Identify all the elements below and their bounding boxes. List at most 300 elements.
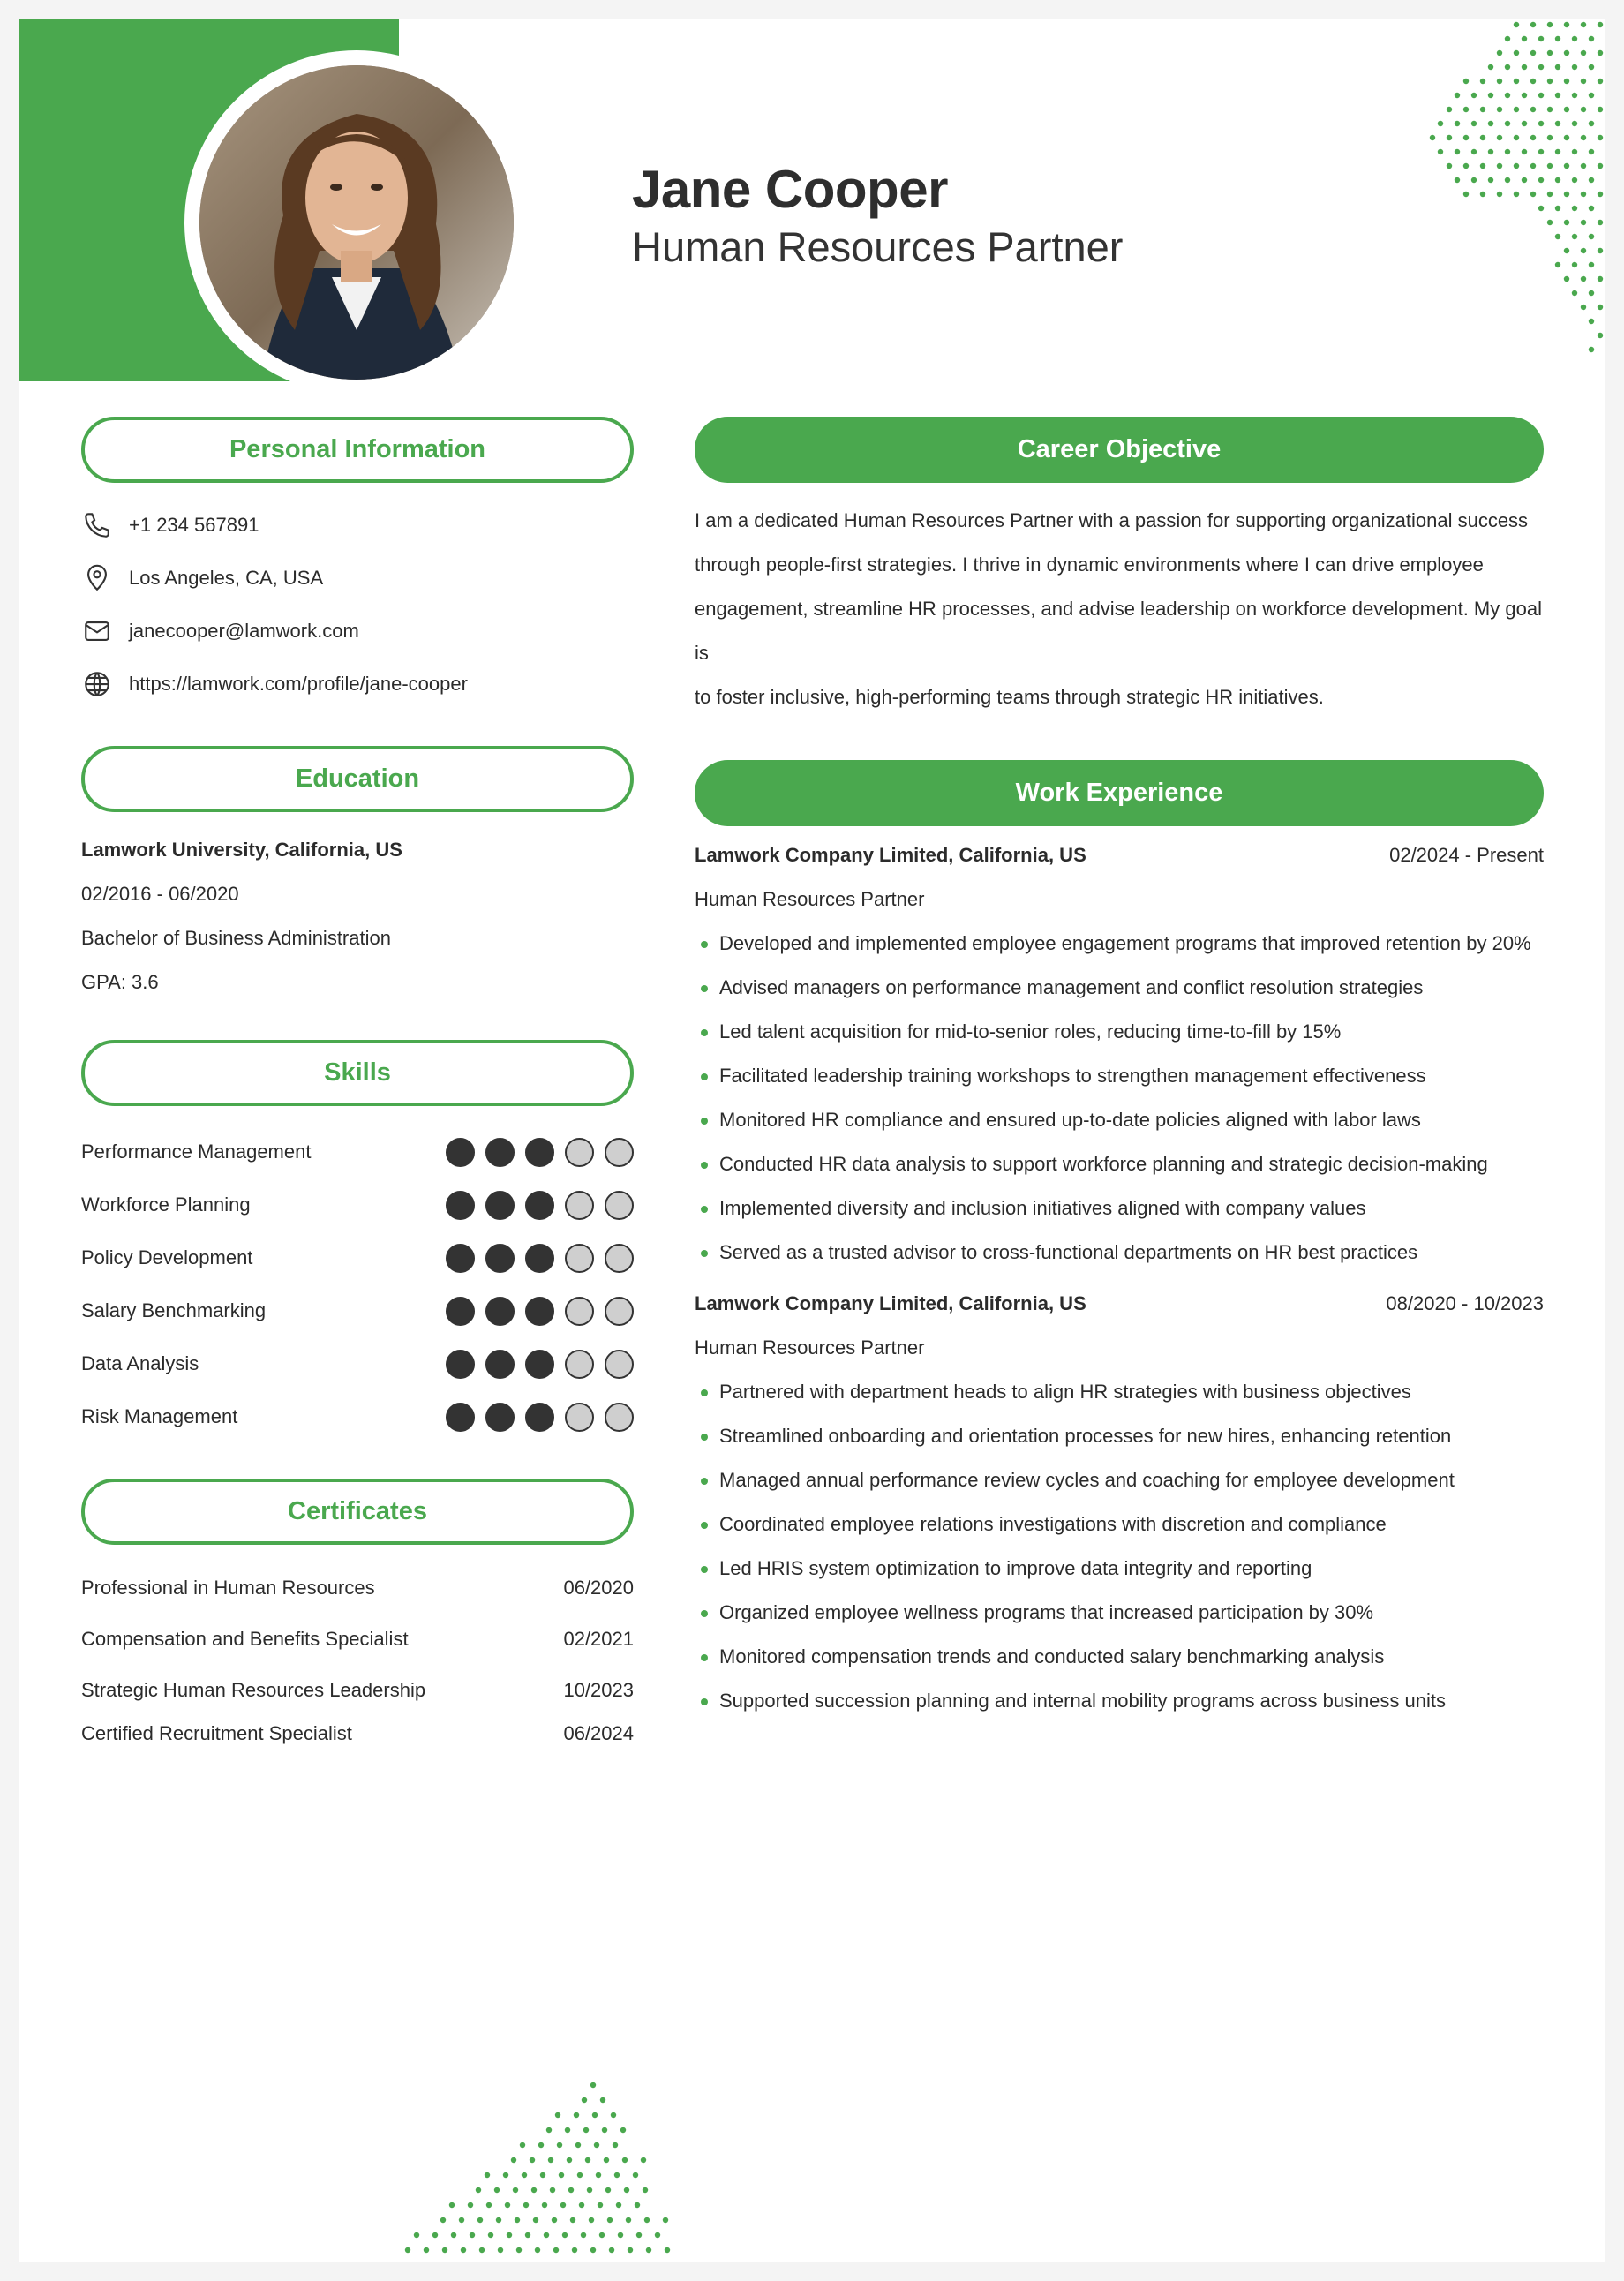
decorative-dot xyxy=(585,2157,590,2163)
decorative-dot xyxy=(583,2127,589,2133)
decorative-dot xyxy=(562,2232,568,2238)
contact-list xyxy=(81,499,634,711)
job-entry xyxy=(695,833,1544,1275)
decorative-dot xyxy=(1581,50,1586,56)
rating-dot-empty xyxy=(565,1403,594,1432)
education-entry xyxy=(81,828,634,1005)
right-column xyxy=(695,417,1544,1723)
decorative-dot xyxy=(1547,163,1553,169)
decorative-dot xyxy=(1555,177,1560,183)
decorative-dot xyxy=(1463,163,1469,169)
decorative-dot xyxy=(1589,121,1594,126)
candidate-name: Jane Cooper xyxy=(632,160,948,219)
decorative-dot xyxy=(494,2187,500,2193)
rating-dot-filled xyxy=(525,1297,554,1326)
decorative-dot xyxy=(1514,79,1519,84)
decorative-dot xyxy=(643,2187,648,2193)
job-bullet: Led talent acquisition for mid-to-senior roles, reducing time-to-fill by 15% xyxy=(695,1010,1544,1054)
decorative-dot xyxy=(1538,121,1544,126)
job-bullet: Monitored compensation trends and conducted salary benchmarking analysis xyxy=(695,1635,1544,1679)
decorative-dot xyxy=(1547,220,1553,225)
decorative-dot xyxy=(1581,192,1586,197)
decorative-dot xyxy=(1497,192,1502,197)
rating-dot-filled xyxy=(525,1350,554,1379)
decorative-dot xyxy=(548,2157,553,2163)
decorative-dot xyxy=(1514,50,1519,56)
decorative-dot xyxy=(592,2112,598,2118)
job-bullet: Developed and implemented employee engagement programs that improved retention by 20% xyxy=(695,922,1544,966)
decorative-dot xyxy=(622,2157,628,2163)
decorative-dot xyxy=(1455,121,1460,126)
decorative-dot xyxy=(567,2157,572,2163)
job-bullet: Monitored HR compliance and ensured up-to-date policies aligned with labor laws xyxy=(695,1098,1544,1142)
decorative-dot xyxy=(1505,121,1510,126)
decorative-dot xyxy=(1447,107,1452,112)
decorative-dot xyxy=(1547,79,1553,84)
education-school: Lamwork University, California, US xyxy=(81,839,402,861)
job-bullets xyxy=(695,1370,1544,1723)
decorative-dot xyxy=(511,2157,516,2163)
decorative-dot xyxy=(1581,276,1586,282)
decorative-dot xyxy=(614,2172,620,2178)
decorative-dot xyxy=(1471,177,1477,183)
phone-icon xyxy=(81,509,113,541)
decorative-dot xyxy=(1471,149,1477,154)
decorative-dot xyxy=(1564,107,1569,112)
decorative-dot xyxy=(1547,107,1553,112)
decorative-dot xyxy=(600,2097,605,2103)
decorative-dot xyxy=(1505,64,1510,70)
decorative-dot xyxy=(581,2232,586,2238)
decorative-dot xyxy=(1589,206,1594,211)
rating-dot-empty xyxy=(605,1244,634,1273)
decorative-dot xyxy=(1538,206,1544,211)
rating-dot-empty xyxy=(565,1297,594,1326)
personal-information-heading: Personal Information xyxy=(81,417,634,483)
decorative-dot xyxy=(1522,93,1527,98)
rating-dot-filled xyxy=(446,1244,475,1273)
decorative-dot xyxy=(530,2157,535,2163)
decorative-dot xyxy=(665,2247,670,2253)
decorative-dot xyxy=(496,2217,501,2223)
decorative-dot xyxy=(525,2232,530,2238)
envelope-icon xyxy=(81,615,113,647)
skill-rating xyxy=(446,1403,634,1432)
job-bullet: Conducted HR data analysis to support workforce planning and strategic decision-making xyxy=(695,1142,1544,1186)
work-experience-list xyxy=(695,833,1544,1723)
decorative-dot xyxy=(552,2217,557,2223)
globe-icon xyxy=(81,668,113,700)
decorative-dot xyxy=(1505,177,1510,183)
rating-dot-empty xyxy=(565,1350,594,1379)
decorative-dot xyxy=(1564,22,1569,27)
skill-rating xyxy=(446,1297,634,1326)
job-dates: 08/2020 - 10/2023 xyxy=(1386,1292,1544,1314)
decorative-dot xyxy=(1471,93,1477,98)
job-bullet: Supported succession planning and internal mobility programs across business units xyxy=(695,1679,1544,1723)
candidate-role: Human Resources Partner xyxy=(632,223,1124,270)
rating-dot-filled xyxy=(525,1244,554,1273)
decorative-dot xyxy=(459,2217,464,2223)
decorative-dot xyxy=(1538,36,1544,41)
decorative-dot xyxy=(540,2172,545,2178)
rating-dot-empty xyxy=(565,1138,594,1167)
decorative-dot xyxy=(1581,79,1586,84)
certificate-row xyxy=(81,1614,634,1665)
objective-line: engagement, streamline HR processes, and advise leadership on workforce development. My goal is xyxy=(695,598,1542,664)
decorative-dot xyxy=(1572,262,1577,267)
decorative-dot xyxy=(626,2217,631,2223)
decorative-dot xyxy=(590,2082,596,2088)
decorative-dot xyxy=(613,2142,618,2148)
decorative-dot xyxy=(635,2202,640,2208)
decorative-dot xyxy=(1555,149,1560,154)
certificates-list xyxy=(81,1562,634,1751)
decorative-dot xyxy=(602,2127,607,2133)
skill-rating xyxy=(446,1350,634,1379)
decorative-dot xyxy=(538,2142,544,2148)
skill-row xyxy=(81,1178,634,1231)
certificate-row xyxy=(81,1562,634,1614)
contact-email-text[interactable]: janecooper@lamwork.com xyxy=(129,620,359,642)
decorative-dot xyxy=(1505,149,1510,154)
profile-photo xyxy=(199,65,514,380)
decorative-dot xyxy=(1598,305,1603,310)
decorative-dot xyxy=(1480,107,1485,112)
decorative-dot xyxy=(1564,276,1569,282)
decorative-dot xyxy=(449,2202,455,2208)
decorative-dot xyxy=(1488,121,1493,126)
decorative-dot xyxy=(587,2187,592,2193)
decorative-dot xyxy=(1480,135,1485,140)
rating-dot-filled xyxy=(446,1138,475,1167)
decorative-dot xyxy=(1522,149,1527,154)
decorative-dot xyxy=(644,2217,650,2223)
decorative-dot xyxy=(503,2172,508,2178)
decorative-dot xyxy=(1480,79,1485,84)
decorative-dot xyxy=(461,2247,466,2253)
decorative-dot xyxy=(1522,121,1527,126)
decorative-dot xyxy=(535,2247,540,2253)
decorative-dot xyxy=(646,2247,651,2253)
rating-dot-filled xyxy=(485,1403,515,1432)
location-pin-icon xyxy=(81,562,113,594)
decorative-dot xyxy=(1438,149,1443,154)
decorative-dot xyxy=(1589,64,1594,70)
decorative-dot xyxy=(1538,93,1544,98)
decorative-dot xyxy=(1522,64,1527,70)
decorative-dot xyxy=(1430,135,1435,140)
decorative-dot xyxy=(655,2232,660,2238)
decorative-dot xyxy=(1547,192,1553,197)
rating-dot-empty xyxy=(605,1191,634,1220)
decorative-dot xyxy=(1564,220,1569,225)
decorative-dot xyxy=(488,2232,493,2238)
decorative-dot xyxy=(1514,22,1519,27)
skill-name: Salary Benchmarking xyxy=(81,1299,267,1321)
contact-location-text: Los Angeles, CA, USA xyxy=(129,567,324,589)
rating-dot-filled xyxy=(446,1297,475,1326)
contact-website-link[interactable]: https://lamwork.com/profile/jane-cooper xyxy=(129,673,468,695)
decorative-dot xyxy=(442,2247,447,2253)
job-bullet: Facilitated leadership training workshops to strengthen management effectiveness xyxy=(695,1054,1544,1098)
decorative-dot xyxy=(577,2172,583,2178)
decorative-dot xyxy=(1497,135,1502,140)
career-objective-heading: Career Objective xyxy=(695,417,1544,483)
decorative-dot xyxy=(1589,234,1594,239)
decorative-dot xyxy=(1564,79,1569,84)
decorative-dot xyxy=(516,2247,522,2253)
decorative-dot xyxy=(1581,220,1586,225)
decorative-dot xyxy=(505,2202,510,2208)
decorative-dot xyxy=(1598,135,1603,140)
skill-row xyxy=(81,1390,634,1443)
decorative-dot xyxy=(507,2232,512,2238)
decorative-dot xyxy=(1598,22,1603,27)
decorative-dot xyxy=(1598,50,1603,56)
objective-line: through people-first strategies. I thrive in dynamic environments where I can drive employee xyxy=(695,553,1484,576)
job-company: Lamwork Company Limited, California, US xyxy=(695,844,1086,866)
decorative-dot xyxy=(531,2187,537,2193)
decorative-dot xyxy=(598,2202,603,2208)
decorative-dot-pattern-top xyxy=(1343,19,1605,355)
rating-dot-filled xyxy=(485,1244,515,1273)
decorative-dot xyxy=(1514,107,1519,112)
job-header xyxy=(695,1282,1544,1326)
rating-dot-filled xyxy=(485,1138,515,1167)
decorative-dot xyxy=(533,2217,538,2223)
decorative-dot xyxy=(523,2202,529,2208)
objective-line: I am a dedicated Human Resources Partner with a passion for supporting organizational success xyxy=(695,509,1529,531)
education-gpa: GPA: 3.6 xyxy=(81,971,159,993)
contact-phone-text[interactable]: +1 234 567891 xyxy=(129,514,259,536)
career-objective-text xyxy=(695,499,1544,719)
decorative-dot xyxy=(1538,177,1544,183)
decorative-dot xyxy=(485,2172,490,2178)
job-bullet: Advised managers on performance management and conflict resolution strategies xyxy=(695,966,1544,1010)
certificate-date: 06/2024 xyxy=(563,1722,634,1744)
job-entry xyxy=(695,1282,1544,1723)
rating-dot-filled xyxy=(446,1191,475,1220)
decorative-dot xyxy=(641,2157,646,2163)
decorative-dot xyxy=(1581,22,1586,27)
decorative-dot xyxy=(1455,149,1460,154)
decorative-dot xyxy=(1447,163,1452,169)
decorative-dot xyxy=(405,2247,410,2253)
decorative-dot xyxy=(616,2202,621,2208)
decorative-dot xyxy=(1564,248,1569,253)
decorative-dot xyxy=(440,2217,446,2223)
education-dates: 02/2016 - 06/2020 xyxy=(81,883,239,905)
job-bullet: Implemented diversity and inclusion initiatives aligned with company values xyxy=(695,1186,1544,1231)
decorative-dot xyxy=(498,2247,503,2253)
decorative-dot xyxy=(468,2202,473,2208)
decorative-dot xyxy=(477,2217,483,2223)
decorative-dot xyxy=(1598,220,1603,225)
decorative-dot xyxy=(624,2187,629,2193)
contact-website xyxy=(81,658,634,711)
decorative-dot xyxy=(633,2172,638,2178)
decorative-dot xyxy=(555,2112,560,2118)
decorative-dot xyxy=(604,2157,609,2163)
decorative-dot xyxy=(1581,135,1586,140)
decorative-dot xyxy=(414,2232,419,2238)
contact-location xyxy=(81,552,634,605)
job-company: Lamwork Company Limited, California, US xyxy=(695,1292,1086,1314)
decorative-dot xyxy=(663,2217,668,2223)
decorative-dot xyxy=(1488,93,1493,98)
decorative-dot xyxy=(1455,93,1460,98)
rating-dot-filled xyxy=(525,1138,554,1167)
decorative-dot xyxy=(565,2127,570,2133)
decorative-dot xyxy=(582,2097,587,2103)
decorative-dot xyxy=(1538,149,1544,154)
skill-rating xyxy=(446,1138,634,1167)
decorative-dot xyxy=(618,2232,623,2238)
decorative-dot xyxy=(1555,36,1560,41)
decorative-dot xyxy=(1480,163,1485,169)
certificate-name: Certified Recruitment Specialist xyxy=(81,1722,352,1744)
decorative-dot xyxy=(1564,192,1569,197)
decorative-dot xyxy=(611,2112,616,2118)
decorative-dot xyxy=(1488,177,1493,183)
decorative-dot xyxy=(1564,135,1569,140)
decorative-dot xyxy=(1497,79,1502,84)
decorative-dot xyxy=(1547,22,1553,27)
decorative-dot xyxy=(542,2202,547,2208)
skill-name: Performance Management xyxy=(81,1140,312,1163)
certificate-row xyxy=(81,1665,634,1716)
work-experience-heading: Work Experience xyxy=(695,760,1544,826)
decorative-dot xyxy=(470,2232,475,2238)
decorative-dot xyxy=(1480,192,1485,197)
decorative-dot xyxy=(1547,135,1553,140)
decorative-dot xyxy=(1572,64,1577,70)
decorative-dot xyxy=(557,2142,562,2148)
decorative-dot xyxy=(574,2112,579,2118)
decorative-dot xyxy=(1514,135,1519,140)
certificates-heading: Certificates xyxy=(81,1479,634,1545)
certificate-row xyxy=(81,1716,634,1751)
decorative-dot xyxy=(590,2247,596,2253)
decorative-dot xyxy=(628,2247,633,2253)
decorative-dot xyxy=(1555,206,1560,211)
decorative-dot xyxy=(589,2217,594,2223)
decorative-dot xyxy=(575,2142,581,2148)
decorative-dot xyxy=(1589,93,1594,98)
skills-list xyxy=(81,1125,634,1443)
decorative-dot xyxy=(1471,121,1477,126)
skill-row xyxy=(81,1231,634,1284)
rating-dot-empty xyxy=(605,1350,634,1379)
decorative-dot xyxy=(424,2247,429,2253)
decorative-dot xyxy=(607,2217,613,2223)
decorative-dot xyxy=(1555,93,1560,98)
decorative-dot xyxy=(513,2187,518,2193)
certificate-date: 02/2021 xyxy=(563,1628,634,1650)
job-bullet: Organized employee wellness programs that increased participation by 30% xyxy=(695,1591,1544,1635)
decorative-dot xyxy=(1522,36,1527,41)
decorative-dot xyxy=(609,2247,614,2253)
job-title: Human Resources Partner xyxy=(695,1336,925,1359)
decorative-dot xyxy=(1572,290,1577,296)
decorative-dot xyxy=(1530,79,1536,84)
decorative-dot xyxy=(1530,163,1536,169)
decorative-dot xyxy=(1497,163,1502,169)
decorative-dot xyxy=(1564,50,1569,56)
decorative-dot xyxy=(594,2142,599,2148)
skill-name: Policy Development xyxy=(81,1246,253,1268)
decorative-dot xyxy=(1581,163,1586,169)
decorative-dot xyxy=(546,2127,552,2133)
decorative-dot xyxy=(1530,107,1536,112)
decorative-dot xyxy=(1589,177,1594,183)
rating-dot-filled xyxy=(525,1191,554,1220)
decorative-dot xyxy=(579,2202,584,2208)
decorative-dot xyxy=(522,2172,527,2178)
decorative-dot-pattern-bottom xyxy=(275,2076,717,2262)
decorative-dot xyxy=(486,2202,492,2208)
decorative-dot xyxy=(1555,234,1560,239)
job-bullet: Streamlined onboarding and orientation processes for new hires, enhancing retention xyxy=(695,1414,1544,1458)
decorative-dot xyxy=(1598,192,1603,197)
decorative-dot xyxy=(1572,234,1577,239)
job-bullet: Partnered with department heads to align HR strategies with business objectives xyxy=(695,1370,1544,1414)
decorative-dot xyxy=(550,2187,555,2193)
decorative-dot xyxy=(1547,50,1553,56)
skill-row xyxy=(81,1284,634,1337)
job-title: Human Resources Partner xyxy=(695,888,925,910)
decorative-dot xyxy=(1463,79,1469,84)
decorative-dot xyxy=(1438,121,1443,126)
decorative-dot xyxy=(1589,347,1594,352)
decorative-dot xyxy=(1572,93,1577,98)
skill-name: Data Analysis xyxy=(81,1352,199,1374)
left-column xyxy=(81,417,634,1751)
decorative-dot xyxy=(1589,262,1594,267)
contact-phone xyxy=(81,499,634,552)
decorative-dot xyxy=(1581,107,1586,112)
decorative-dot xyxy=(1589,149,1594,154)
decorative-dot xyxy=(1447,135,1452,140)
decorative-dot xyxy=(1572,149,1577,154)
decorative-dot xyxy=(1572,121,1577,126)
decorative-dot xyxy=(1598,107,1603,112)
job-header xyxy=(695,833,1544,877)
rating-dot-filled xyxy=(446,1350,475,1379)
resume-page xyxy=(19,19,1605,2262)
objective-line: to foster inclusive, high-performing teams through strategic HR initiatives. xyxy=(695,686,1324,708)
decorative-dot xyxy=(1581,305,1586,310)
decorative-dot xyxy=(1530,192,1536,197)
decorative-dot xyxy=(1530,135,1536,140)
rating-dot-filled xyxy=(485,1350,515,1379)
decorative-dot xyxy=(1555,121,1560,126)
decorative-dot xyxy=(520,2142,525,2148)
skill-row xyxy=(81,1337,634,1390)
job-bullet: Managed annual performance review cycles and coaching for employee development xyxy=(695,1458,1544,1502)
skill-rating xyxy=(446,1191,634,1220)
decorative-dot xyxy=(1598,333,1603,338)
certificate-name: Professional in Human Resources xyxy=(81,1577,375,1599)
decorative-dot xyxy=(560,2202,566,2208)
decorative-dot xyxy=(559,2172,564,2178)
rating-dot-filled xyxy=(485,1191,515,1220)
education-degree: Bachelor of Business Administration xyxy=(81,927,391,949)
decorative-dot xyxy=(1514,192,1519,197)
decorative-dot xyxy=(515,2217,520,2223)
education-heading: Education xyxy=(81,746,634,812)
